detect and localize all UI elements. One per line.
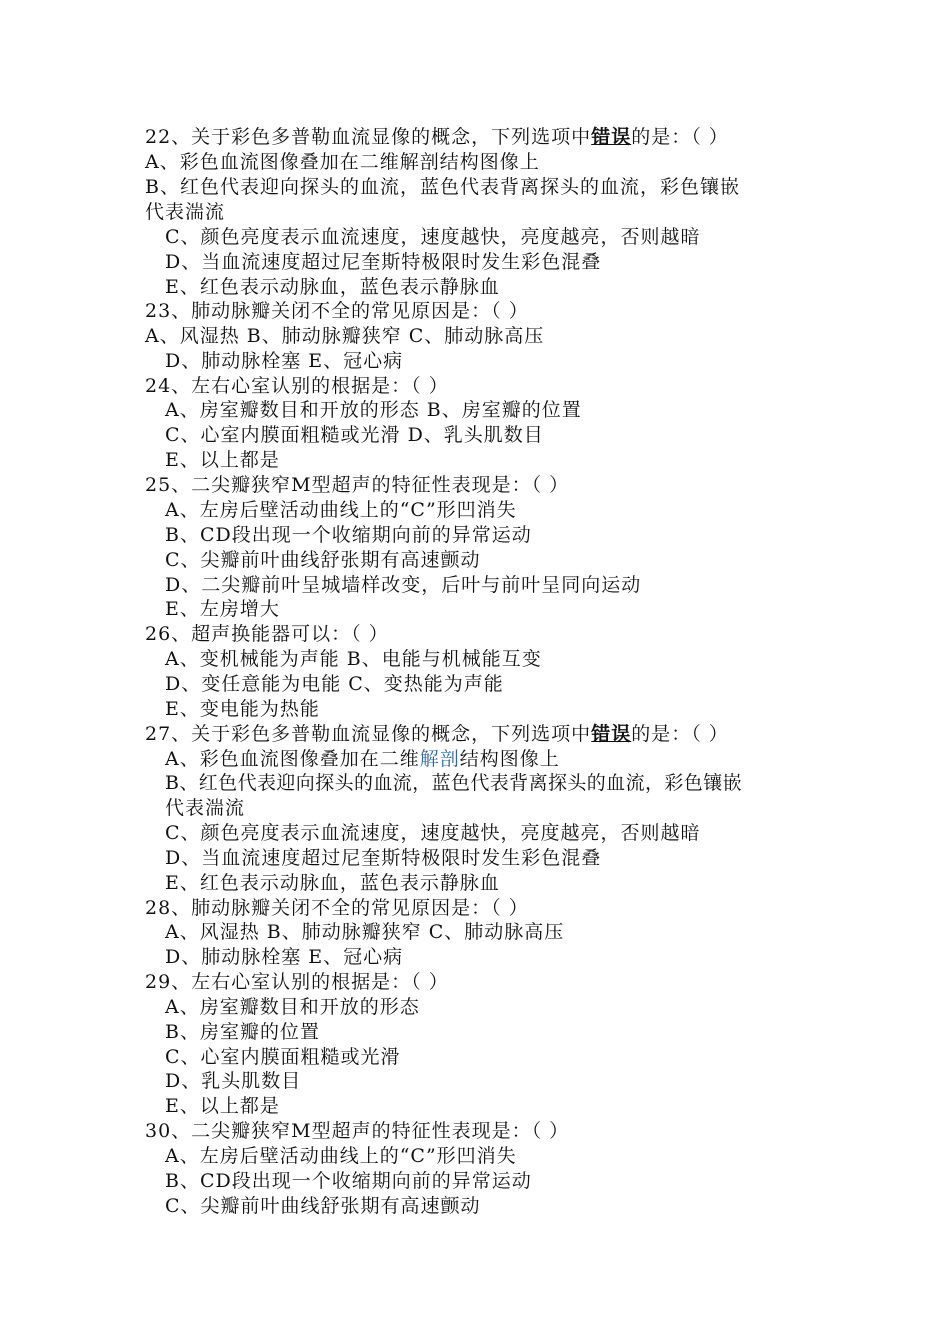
- q27-option-c: C、颜色亮度表示血流速度，速度越快，亮度越亮，否则越暗: [165, 822, 701, 844]
- q24-options-ab: A、房室瓣数目和开放的形态 B、房室瓣的位置: [165, 399, 582, 421]
- emphasis-wrong: 错误: [591, 126, 632, 148]
- question-29-stem: 29、左右心室认别的根据是：（ ）: [145, 971, 449, 993]
- question-28-stem: 28、肺动脉瓣关闭不全的常见原因是：（ ）: [145, 897, 529, 919]
- q29-option-d: D、乳头肌数目: [165, 1070, 302, 1092]
- q25-option-c: C、尖瓣前叶曲线舒张期有高速颤动: [165, 549, 481, 571]
- q24-option-e: E、以上都是: [165, 449, 280, 471]
- question-22-stem: [145, 125, 729, 149]
- q30-option-a: A、左房后壁活动曲线上的“C”形凹消失: [165, 1145, 517, 1167]
- question-text: 27、关于彩色多普勒血流显像的概念，下列选项中: [145, 723, 592, 745]
- q22-option-a: A、彩色血流图像叠加在二维解剖结构图像上: [145, 151, 540, 173]
- q26-options-dc: D、变任意能为电能 C、变热能为声能: [165, 673, 504, 695]
- q27-option-b: B、红色代表迎向探头的血流，蓝色代表背离探头的血流，彩色镶嵌: [165, 772, 742, 794]
- q22-option-b-cont: 代表湍流: [145, 201, 226, 223]
- blue-link-text: 解剖: [419, 748, 460, 770]
- q27-option-e: E、红色表示动脉血，蓝色表示静脉血: [165, 872, 500, 894]
- q24-options-cd: C、心室内膜面粗糙或光滑 D、乳头肌数目: [165, 424, 544, 446]
- q29-option-a: A、房室瓣数目和开放的形态: [165, 996, 420, 1018]
- question-26-stem: 26、超声换能器可以：（ ）: [145, 623, 389, 645]
- q26-options-ab: A、变机械能为声能 B、电能与机械能互变: [165, 648, 542, 670]
- question-25-stem: 25、二尖瓣狭窄M型超声的特征性表现是：（ ）: [145, 474, 570, 496]
- q22-option-b: B、红色代表迎向探头的血流，蓝色代表背离探头的血流，彩色镶嵌: [145, 176, 740, 198]
- q22-option-d: D、当血流速度超过尼奎斯特极限时发生彩色混叠: [165, 251, 602, 273]
- q28-options-abc: A、风湿热 B、肺动脉瓣狭窄 C、肺动脉高压: [165, 921, 565, 943]
- q25-option-e: E、左房增大: [165, 598, 280, 620]
- q22-option-c: C、颜色亮度表示血流速度，速度越快，亮度越亮，否则越暗: [165, 226, 701, 248]
- question-27-stem: [145, 722, 729, 746]
- q23-options-de: D、肺动脉栓塞 E、冠心病: [165, 350, 404, 372]
- answer-blank: 的是：（ ）: [631, 126, 729, 148]
- q30-option-c: C、尖瓣前叶曲线舒张期有高速颤动: [165, 1195, 481, 1217]
- q29-option-b: B、房室瓣的位置: [165, 1021, 320, 1043]
- question-30-stem: 30、二尖瓣狭窄M型超声的特征性表现是：（ ）: [145, 1120, 570, 1142]
- q23-options-abc: A、风湿热 B、肺动脉瓣狭窄 C、肺动脉高压: [145, 325, 545, 347]
- q27-option-d: D、当血流速度超过尼奎斯特极限时发生彩色混叠: [165, 847, 602, 869]
- question-23-stem: 23、肺动脉瓣关闭不全的常见原因是：（ ）: [145, 300, 529, 322]
- q29-option-c: C、心室内膜面粗糙或光滑: [165, 1046, 401, 1068]
- question-text: 22、关于彩色多普勒血流显像的概念，下列选项中: [145, 126, 592, 148]
- q22-option-e: E、红色表示动脉血，蓝色表示静脉血: [165, 276, 500, 298]
- q25-option-b: B、CD段出现一个收缩期向前的异常运动: [165, 524, 532, 546]
- question-24-stem: 24、左右心室认别的根据是：（ ）: [145, 375, 449, 397]
- q27-option-b-cont: 代表湍流: [165, 797, 246, 819]
- q27-option-a: A、彩色血流图像叠加在二维解剖结构图像上: [165, 748, 560, 770]
- q25-option-d: D、二尖瓣前叶呈城墙样改变，后叶与前叶呈同向运动: [165, 574, 642, 596]
- emphasis-wrong: 错误: [591, 723, 632, 745]
- q25-option-a: A、左房后壁活动曲线上的“C”形凹消失: [165, 499, 517, 521]
- q30-option-b: B、CD段出现一个收缩期向前的异常运动: [165, 1170, 532, 1192]
- q28-options-de: D、肺动脉栓塞 E、冠心病: [165, 946, 404, 968]
- q29-option-e: E、以上都是: [165, 1095, 280, 1117]
- answer-blank: 的是：（ ）: [631, 723, 729, 745]
- q26-option-e: E、变电能为热能: [165, 698, 320, 720]
